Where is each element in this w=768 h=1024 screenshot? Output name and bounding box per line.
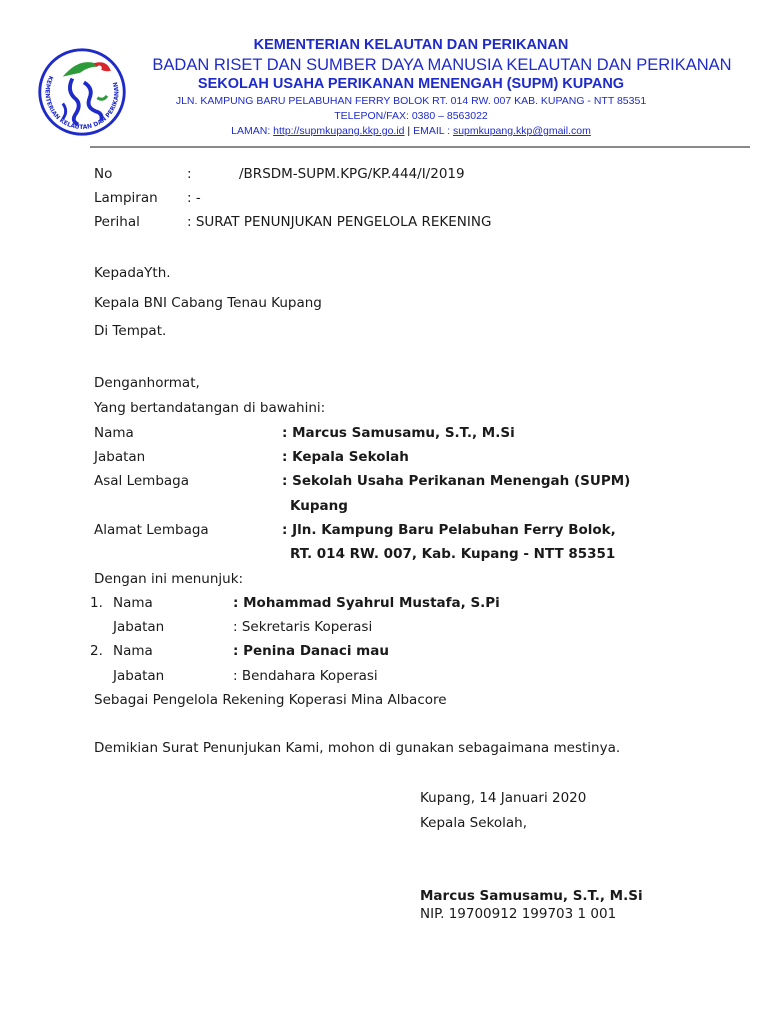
greeting: Denganhormat, xyxy=(94,375,200,391)
svg-text:KEMENTERIAN KELAUTAN DAN PERIK: KEMENTERIAN KELAUTAN DAN PERIKANAN xyxy=(43,74,121,132)
signer-nama-label: Nama xyxy=(94,425,134,441)
appointee-number: 2. xyxy=(90,643,103,659)
appointee-jabatan-label: Jabatan xyxy=(113,668,165,684)
signer-jabatan-value: : Kepala Sekolah xyxy=(282,449,409,465)
perihal-value: : SURAT PENUNJUKAN PENGELOLA REKENING xyxy=(187,214,492,230)
addressee-line-3: Di Tempat. xyxy=(94,323,167,339)
email-label: EMAIL : xyxy=(413,125,453,137)
signer-asal-value-cont: Kupang xyxy=(290,498,348,514)
signer-asal-label: Asal Lembaga xyxy=(94,473,190,489)
signer-alamat-label: Alamat Lembaga xyxy=(94,522,209,538)
signer-nip: NIP. 19700912 199703 1 001 xyxy=(420,906,617,922)
ministry-name: KEMENTERIAN KELAUTAN DAN PERIKANAN xyxy=(253,37,569,53)
appointee-jabatan-label: Jabatan xyxy=(113,619,165,635)
appointee-nama-value: : Mohammad Syahrul Mustafa, S.Pi xyxy=(233,595,500,611)
signer-asal-value: : Sekolah Usaha Perikanan Menengah (SUPM) xyxy=(282,473,631,489)
signer-nama-value: : Marcus Samusamu, S.T., M.Si xyxy=(282,425,515,441)
appointee-nama-label: Nama xyxy=(113,595,153,611)
agency-name: BADAN RISET DAN SUMBER DAYA MANUSIA KELAUTAN DAN PERIKANAN xyxy=(152,56,732,74)
lampiran-label: Lampiran xyxy=(94,190,158,206)
appointee-jabatan-value: : Bendahara Koperasi xyxy=(233,668,378,684)
intro-text: Yang bertandatangan di bawahini: xyxy=(94,400,326,416)
closing-text: Demikian Surat Penunjukan Kami, mohon di gunakan sebagaimana mestinya. xyxy=(94,740,621,756)
appointee-jabatan-value: : Sekretaris Koperasi xyxy=(233,619,373,635)
contact-separator: | xyxy=(404,125,414,137)
appoint-intro: Dengan ini menunjuk: xyxy=(94,571,244,587)
perihal-label: Perihal xyxy=(94,214,140,230)
addressee-line-1: KepadaYth. xyxy=(94,265,171,281)
signer-alamat-value: : Jln. Kampung Baru Pelabuhan Ferry Bolok, xyxy=(282,522,616,538)
header-divider xyxy=(90,146,750,148)
appointee-number: 1. xyxy=(90,595,103,611)
signer-alamat-value-cont: RT. 014 RW. 007, Kab. Kupang - NTT 85351 xyxy=(290,546,616,562)
website-link[interactable]: http://supmkupang.kkp.go.id xyxy=(273,125,405,137)
school-name: SEKOLAH USAHA PERIKANAN MENENGAH (SUPM) KUPANG xyxy=(197,76,625,92)
web-label: LAMAN: xyxy=(231,125,274,137)
school-phone: TELEPON/FAX: 0380 – 8563022 xyxy=(334,110,488,122)
no-colon: : xyxy=(187,166,192,182)
email-link[interactable]: supmkupang.kkp@gmail.com xyxy=(452,125,591,137)
letterhead xyxy=(0,0,768,150)
addressee-line-2: Kepala BNI Cabang Tenau Kupang xyxy=(94,295,322,311)
purpose-text: Sebagai Pengelola Rekening Koperasi Mina Albacore xyxy=(94,692,447,708)
school-address: JLN. KAMPUNG BARU PELABUHAN FERRY BOLOK RT. 014 RW. 007 KAB. KUPANG - NTT 85351 xyxy=(175,95,647,107)
signer-jabatan-label: Jabatan xyxy=(94,449,146,465)
place-date: Kupang, 14 Januari 2020 xyxy=(420,790,587,806)
signer-title: Kepala Sekolah, xyxy=(420,815,527,831)
letter-number: /BRSDM-SUPM.KPG/KP.444/I/2019 xyxy=(239,166,465,182)
appointee-nama-label: Nama xyxy=(113,643,153,659)
school-contact xyxy=(27,125,768,137)
signer-name: Marcus Samusamu, S.T., M.Si xyxy=(420,888,643,904)
lampiran-value: : - xyxy=(187,190,201,206)
no-label: No xyxy=(94,166,113,182)
appointee-nama-value: : Penina Danaci mau xyxy=(233,643,389,659)
